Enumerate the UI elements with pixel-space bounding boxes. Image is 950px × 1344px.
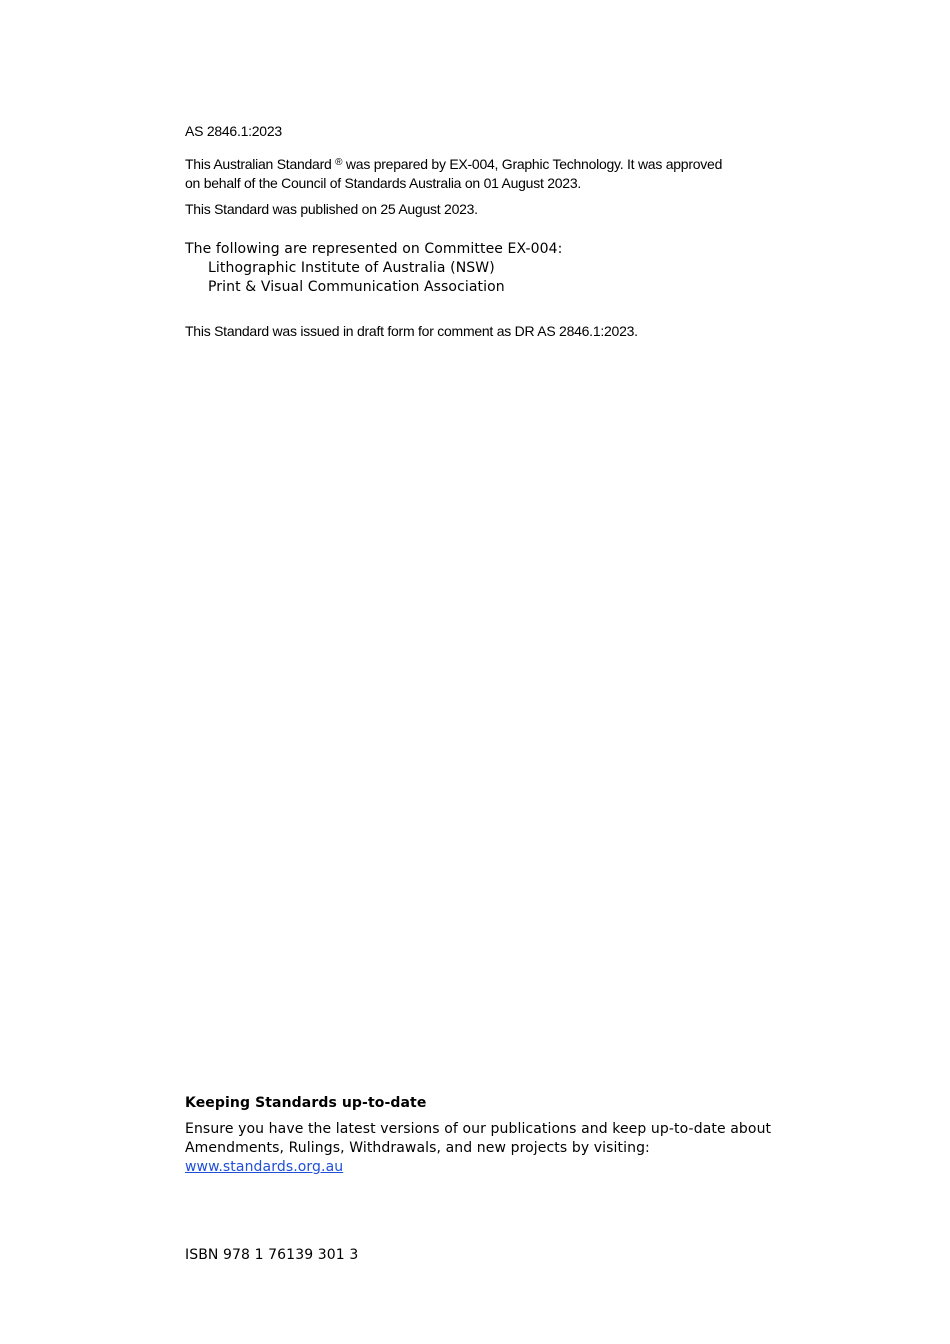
keeping-up-to-date-line2: Amendments, Rulings, Withdrawals, and new projects by visiting:	[185, 1140, 650, 1156]
document-page	[185, 0, 785, 1344]
standards-website-link[interactable]: www.standards.org.au	[185, 1159, 344, 1175]
registered-mark: ®	[335, 157, 343, 168]
isbn-number: ISBN 978 1 76139 301 3	[185, 1247, 359, 1263]
committee-member: Lithographic Institute of Australia (NSW)	[208, 260, 495, 276]
draft-statement: This Standard was issued in draft form for comment as DR AS 2846.1:2023.	[185, 323, 638, 339]
prepared-statement-part2: was prepared by EX-004, Graphic Technology. It was approved	[342, 156, 723, 172]
committee-member: Print & Visual Communication Association	[208, 279, 505, 295]
keeping-up-to-date-heading: Keeping Standards up-to-date	[185, 1095, 427, 1111]
prepared-statement	[185, 155, 722, 193]
standard-id: AS 2846.1:2023	[185, 123, 282, 139]
committee-block	[185, 240, 562, 297]
prepared-statement-line2: on behalf of the Council of Standards Australia on 01 August 2023.	[185, 175, 582, 191]
committee-intro: The following are represented on Committee EX-004:	[185, 241, 563, 257]
keeping-up-to-date-line1: Ensure you have the latest versions of our publications and keep up-to-date about	[185, 1121, 772, 1137]
prepared-statement-part1: This Australian Standard	[185, 156, 332, 172]
keeping-up-to-date-body	[185, 1120, 771, 1177]
published-statement: This Standard was published on 25 August 2023.	[185, 201, 478, 217]
